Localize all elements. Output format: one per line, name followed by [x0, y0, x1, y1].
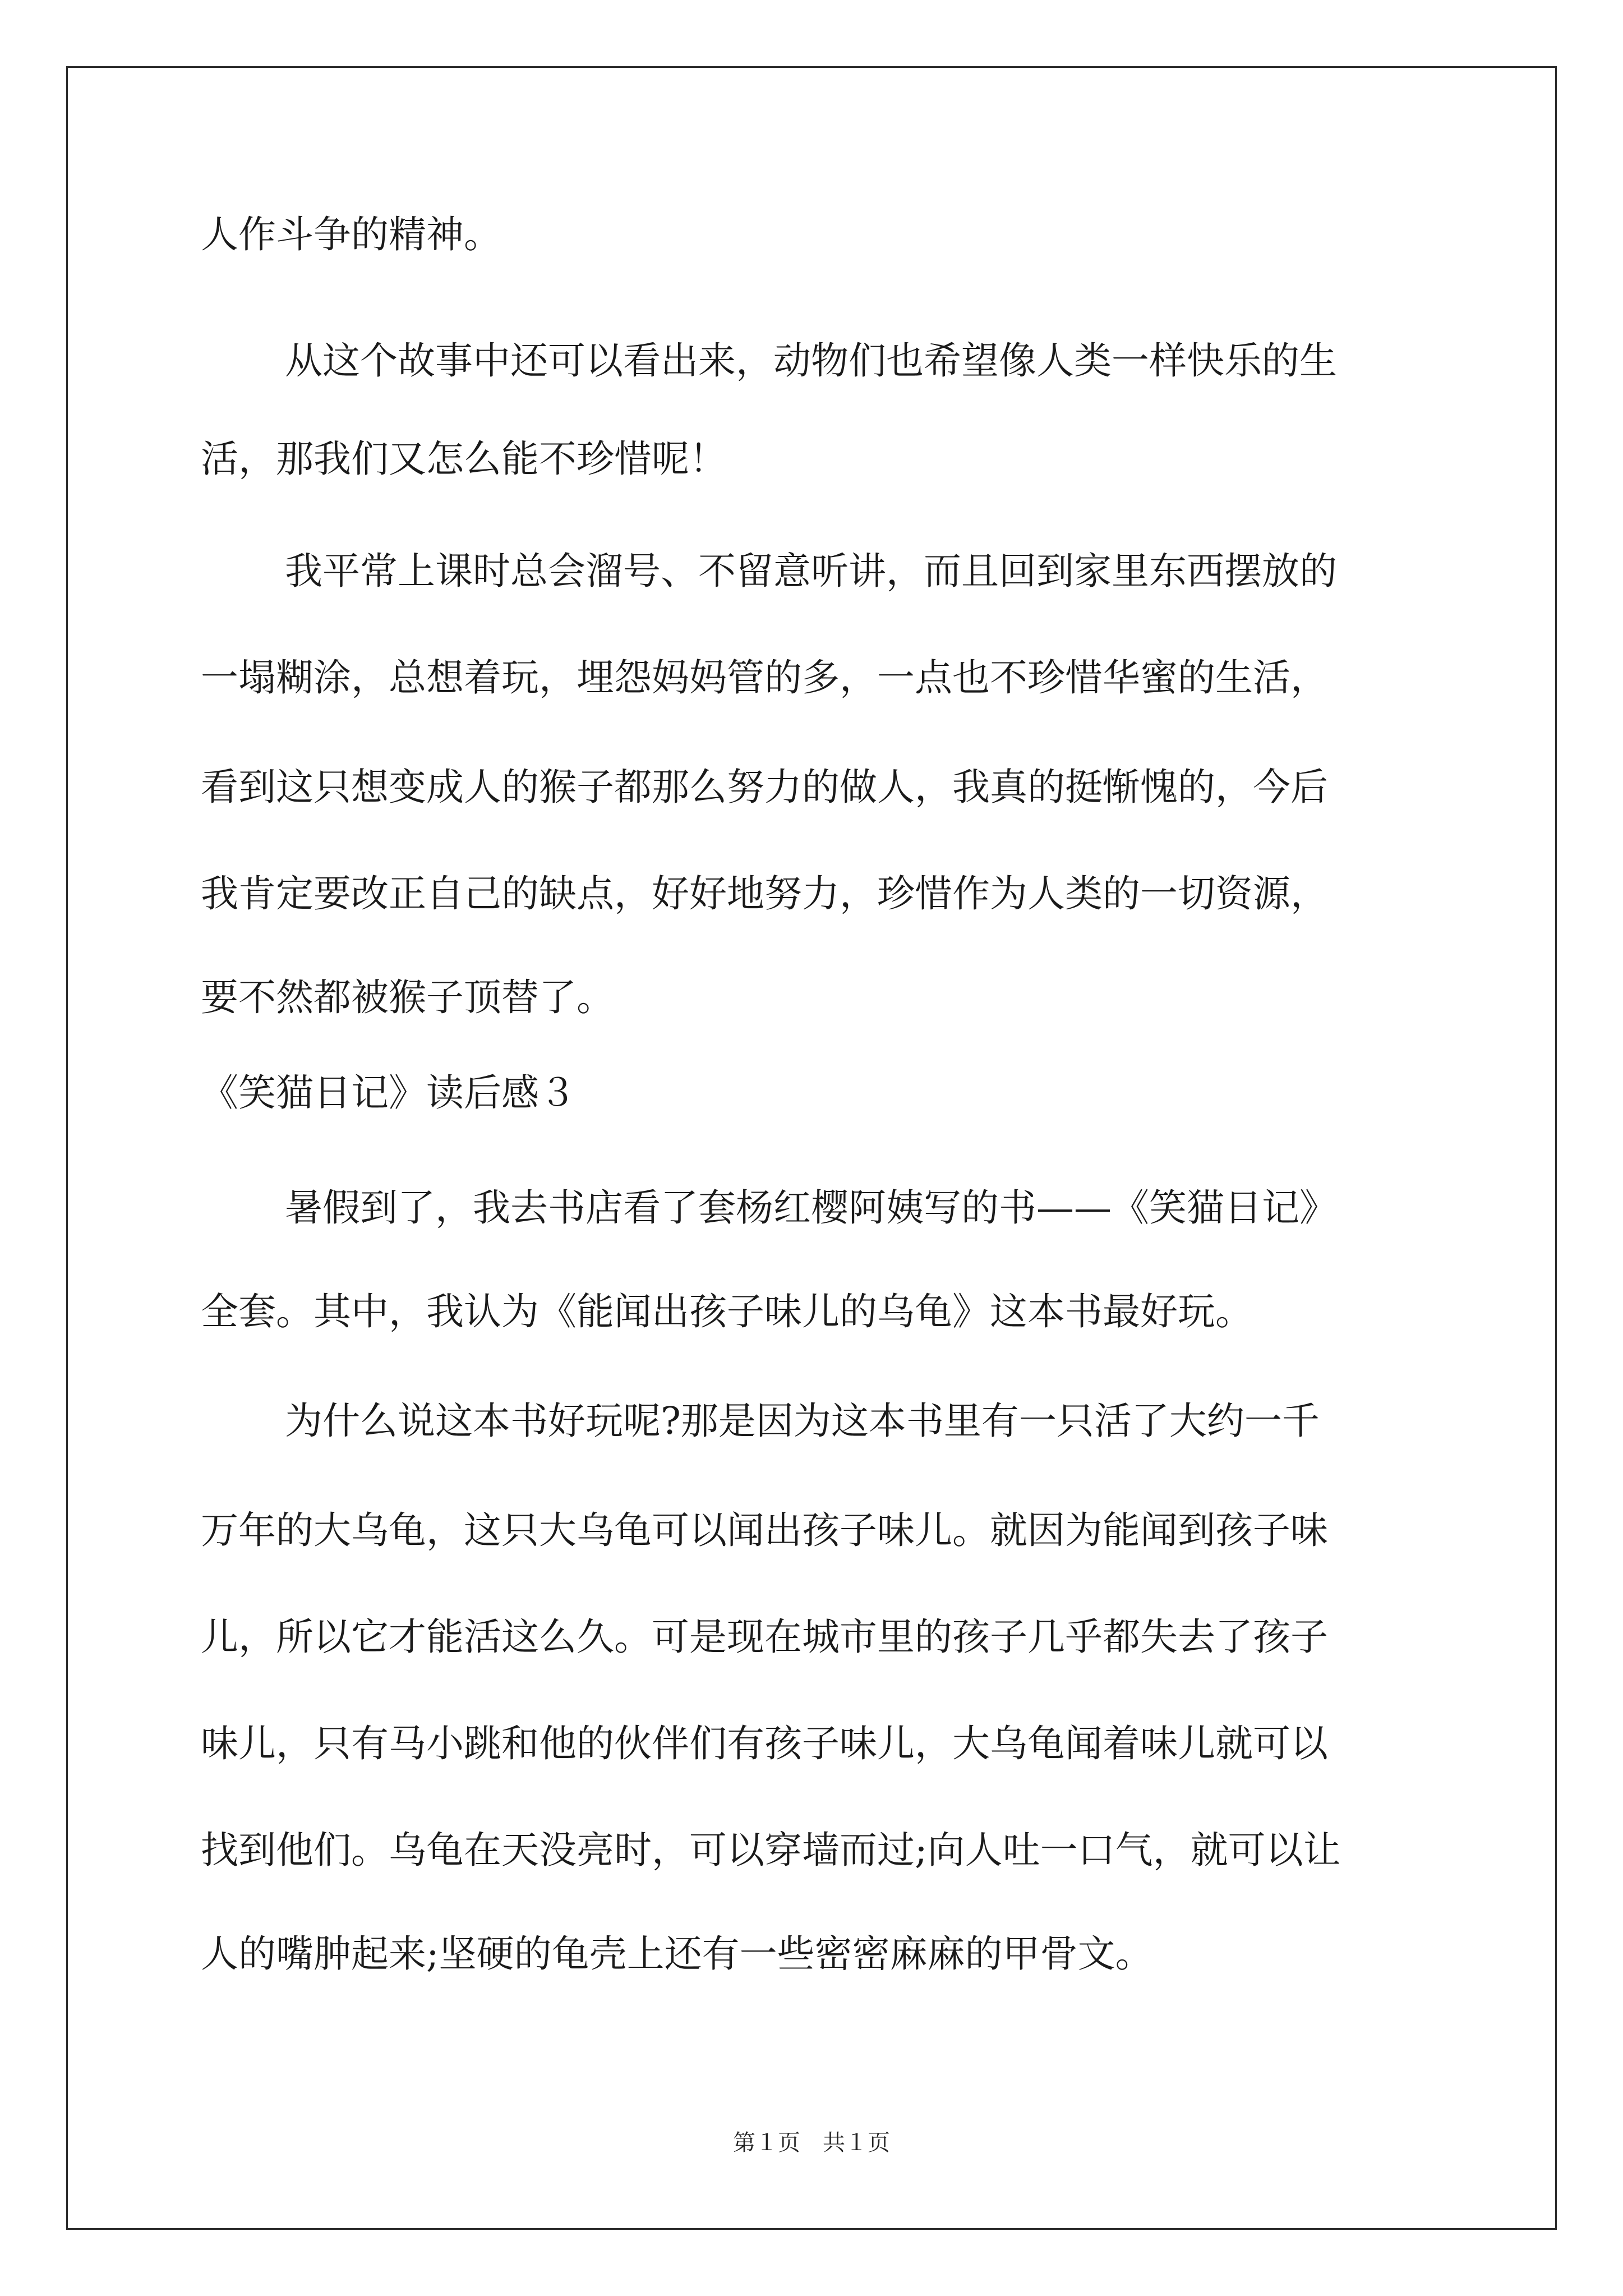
- text-line: 看到这只想变成人的猴子都那么努力的做人，我真的挺惭愧的，今后: [201, 765, 1328, 809]
- page-frame: [66, 66, 1557, 2230]
- text-line: 找到他们。乌龟在天没亮时，可以穿墙而过;向人吐一口气，就可以让: [201, 1828, 1341, 1872]
- page-footer: 第１页 共１页: [733, 2130, 890, 2156]
- paragraph-start: 为什么说这本书好玩呢?那是因为这本书里有一只活了大约一千: [285, 1399, 1320, 1443]
- text-line: 全套。其中，我认为《能闻出孩子味儿的乌龟》这本书最好玩。: [201, 1290, 1253, 1333]
- paragraph-start: 从这个故事中还可以看出来，动物们也希望像人类一样快乐的生: [285, 339, 1337, 383]
- text-line: 活，那我们又怎么能不珍惜呢！: [201, 437, 727, 481]
- paragraph-start: 暑假到了，我去书店看了套杨红樱阿姨写的书——《笑猫日记》: [285, 1186, 1337, 1230]
- text-line: 万年的大乌龟，这只大乌龟可以闻出孩子味儿。就因为能闻到孩子味: [201, 1508, 1328, 1552]
- text-line: 味儿，只有马小跳和他的伙伴们有孩子味儿，大乌龟闻着味儿就可以: [201, 1722, 1328, 1765]
- section-heading: 《笑猫日记》读后感３: [201, 1071, 577, 1115]
- text-line: 我肯定要改正自己的缺点，好好地努力，珍惜作为人类的一切资源，: [201, 872, 1328, 915]
- text-line: 要不然都被猴子顶替了。: [201, 976, 614, 1019]
- text-line: 人作斗争的精神。: [201, 213, 501, 256]
- text-line: 一塌糊涂，总想着玩，埋怨妈妈管的多，一点也不珍惜华蜜的生活，: [201, 656, 1328, 700]
- text-line: 人的嘴肿起来;坚硬的龟壳上还有一些密密麻麻的甲骨文。: [201, 1932, 1153, 1976]
- paragraph-start: 我平常上课时总会溜号、不留意听讲，而且回到家里东西摆放的: [285, 549, 1337, 593]
- text-line: 儿，所以它才能活这么久。可是现在城市里的孩子几乎都失去了孩子: [201, 1615, 1328, 1659]
